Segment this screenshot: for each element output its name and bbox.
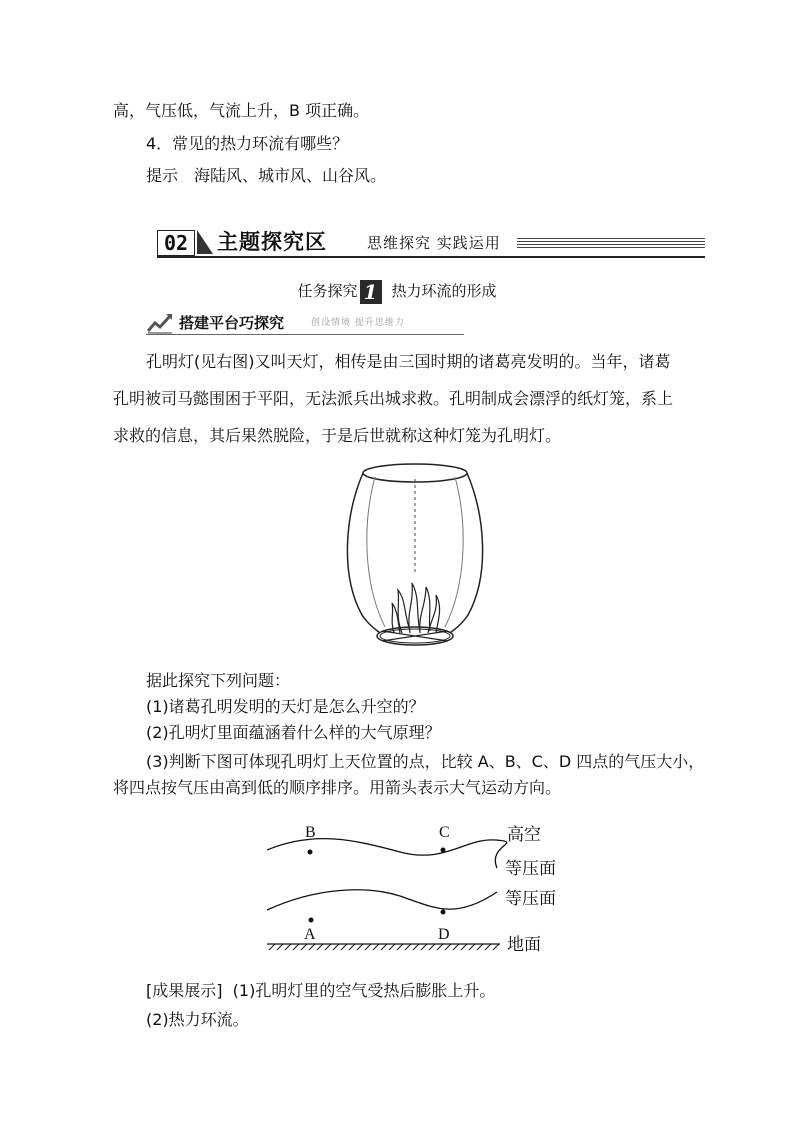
- platform-hint: 创设情境 提升思维力: [311, 318, 405, 328]
- task-heading: [0, 278, 794, 304]
- section-banner: [157, 228, 705, 258]
- section-subtitle: 思维探究 实践运用: [367, 234, 501, 252]
- trend-chart-icon: [146, 311, 174, 335]
- question-3-continued: 将四点按气压由高到低的顺序排序。用箭头表示大气运动方向。: [113, 778, 562, 797]
- point-label-a: A: [304, 926, 316, 943]
- task-prefix: 任务探究: [297, 282, 358, 300]
- question-2: (2)孔明灯里面蕴涵着什么样的大气原理？: [146, 723, 441, 742]
- point-label-c: C: [439, 824, 450, 841]
- section-title: 主题探究区: [217, 230, 327, 254]
- intro-line-1: 高，气压低，气流上升，B 项正确。: [113, 101, 370, 120]
- story-paragraph: 孔明灯(见右图)又叫天灯，相传是由三国时期的诸葛亮发明的。当年，诸葛孔明被司马懿围困于平阳，无法派兵出城求救。孔明制成会漂浮的纸灯笼，系上求救的信息，其后果然脱险，于是后世就称这种灯笼为孔明灯。: [113, 352, 674, 445]
- results-answer-1: (1)孔明灯里的空气受热后膨胀上升。: [232, 981, 496, 1000]
- results-answer-2: (2)热力环流。: [146, 1010, 249, 1029]
- results-tag: [成果展示]: [146, 981, 223, 1000]
- platform-rule: [146, 334, 464, 335]
- banner-rule: [157, 256, 705, 258]
- platform-heading: [146, 311, 464, 335]
- label-isobar-lower: 等压面: [505, 889, 556, 909]
- question-1: (1)诸葛孔明发明的天灯是怎么升空的？: [146, 697, 425, 716]
- results-line-1: [146, 980, 495, 1002]
- intro-line-2: 4．常见的热力环流有哪些？: [146, 134, 349, 153]
- point-label-d: D: [438, 926, 450, 943]
- intro-line-3: 提示 海陆风、城市风、山谷风。: [146, 166, 387, 185]
- isobar-diagram: [255, 810, 575, 970]
- label-ground: 地面: [507, 935, 541, 955]
- banner-triangle-icon: [197, 230, 213, 254]
- task-title: 热力环流的形成: [391, 282, 497, 300]
- banner-hatch: [517, 238, 705, 250]
- label-high-altitude: 高空: [507, 825, 541, 845]
- questions-intro: 据此探究下列问题：: [146, 671, 291, 690]
- kongming-lantern-illustration: [340, 455, 490, 667]
- section-number: 02: [157, 230, 195, 256]
- label-isobar-upper: 等压面: [505, 859, 556, 879]
- platform-label: 搭建平台巧探究: [179, 314, 285, 332]
- point-label-b: B: [305, 824, 316, 841]
- task-badge: 1: [360, 280, 382, 304]
- question-3: (3)判断下图可体现孔明灯上天位置的点，比较 A、B、C、D 四点的气压大小，: [146, 752, 705, 771]
